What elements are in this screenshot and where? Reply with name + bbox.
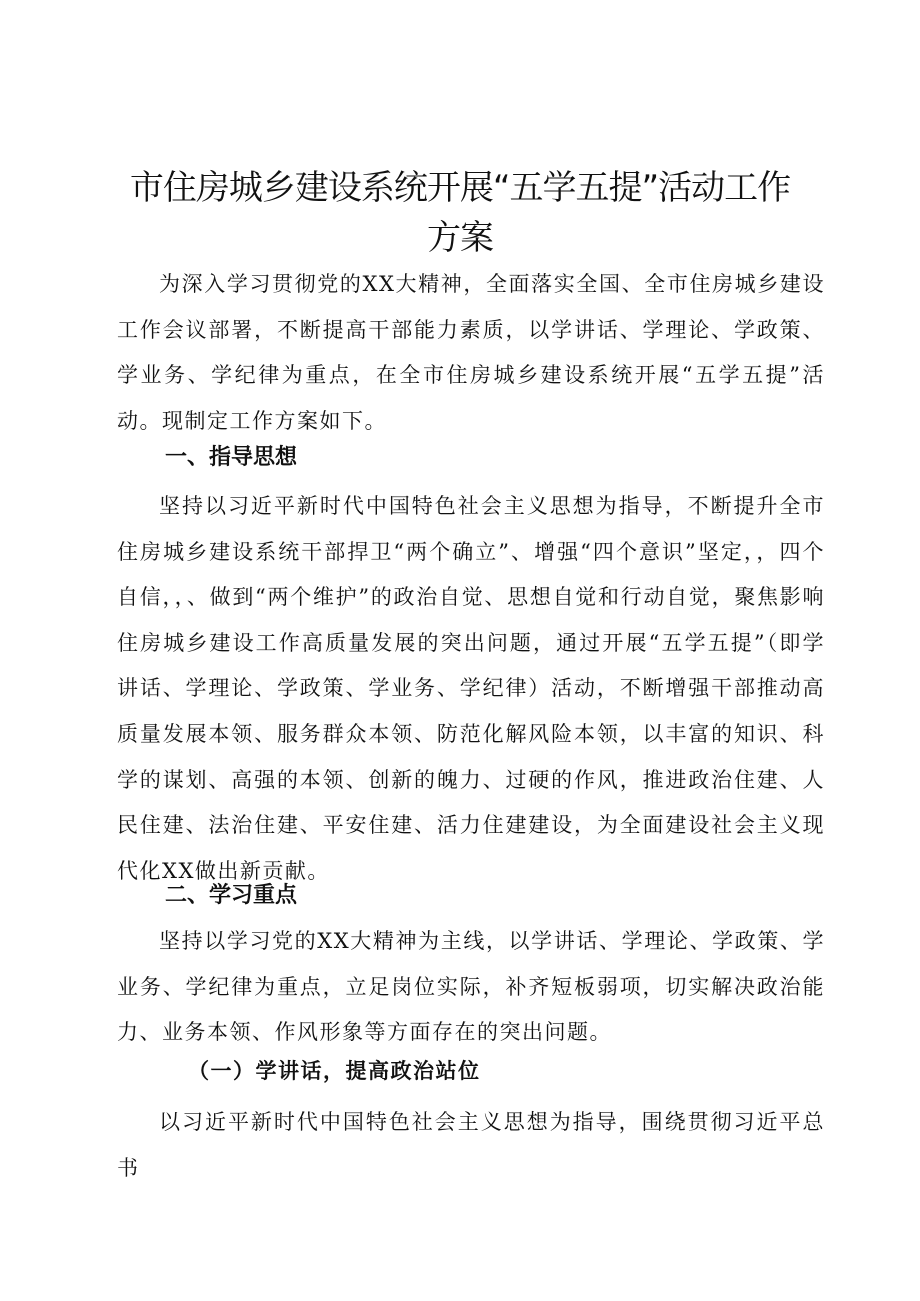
section-heading-guiding-thought: 一、指导思想 — [165, 445, 298, 470]
study-speeches-paragraph: 以习近平新时代中国特色社会主义思想为指导，围绕贯彻习近平总书 — [117, 1110, 825, 1180]
section-heading-study-focus: 二、学习重点 — [165, 883, 298, 908]
intro-paragraph: 为深入学习贯彻党的XX大精神，全面落实全国、全市住房城乡建设工作会议部署，不断提高干部能力素质，以学讲话、学理论、学政策、学业务、学纪律为重点，在全市住房城乡建设系统开展“五学五提”活动。现制定工作方案如下。 — [117, 272, 825, 433]
subsection-heading-study-speeches: （一）学讲话，提高政治站位 — [188, 1058, 481, 1083]
study-focus-paragraph: 坚持以学习党的XX大精神为主线，以学讲话、学理论、学政策、学业务、学纪律为重点，立足岗位实际，补齐短板弱项，切实解决政治能力、业务本领、作风形象等方面存在的突出问题。 — [117, 929, 825, 1045]
document-title-line-1: 市住房城乡建设系统开展“五学五提”活动工作 — [129, 168, 791, 208]
document-title-line-2: 方案 — [427, 218, 493, 258]
guiding-thought-paragraph: 坚持以习近平新时代中国特色社会主义思想为指导，不断提升全市住房城乡建设系统干部捍卫“两个确立”、增强“四个意识”坚定，，四个自信，，、做到“两个维护”的政治自觉、思想自觉和行动自觉，聚焦影响住房城乡建设工作高质量发展的突出问题，通过开展“五学五提”（即学讲话、学理论、学政策、学业务、学纪律）活动，不断增强干部推动高质量发展本领、服务群众本领、防范化解风险本领，以丰富的知识、科学的谋划、高强的本领、创新的魄力、过硬的作风，推进政治住建、人民住建、法治住建、平安住建、活力住建建设，为全面建设社会主义现代化XX做出新贡献。 — [117, 494, 825, 883]
